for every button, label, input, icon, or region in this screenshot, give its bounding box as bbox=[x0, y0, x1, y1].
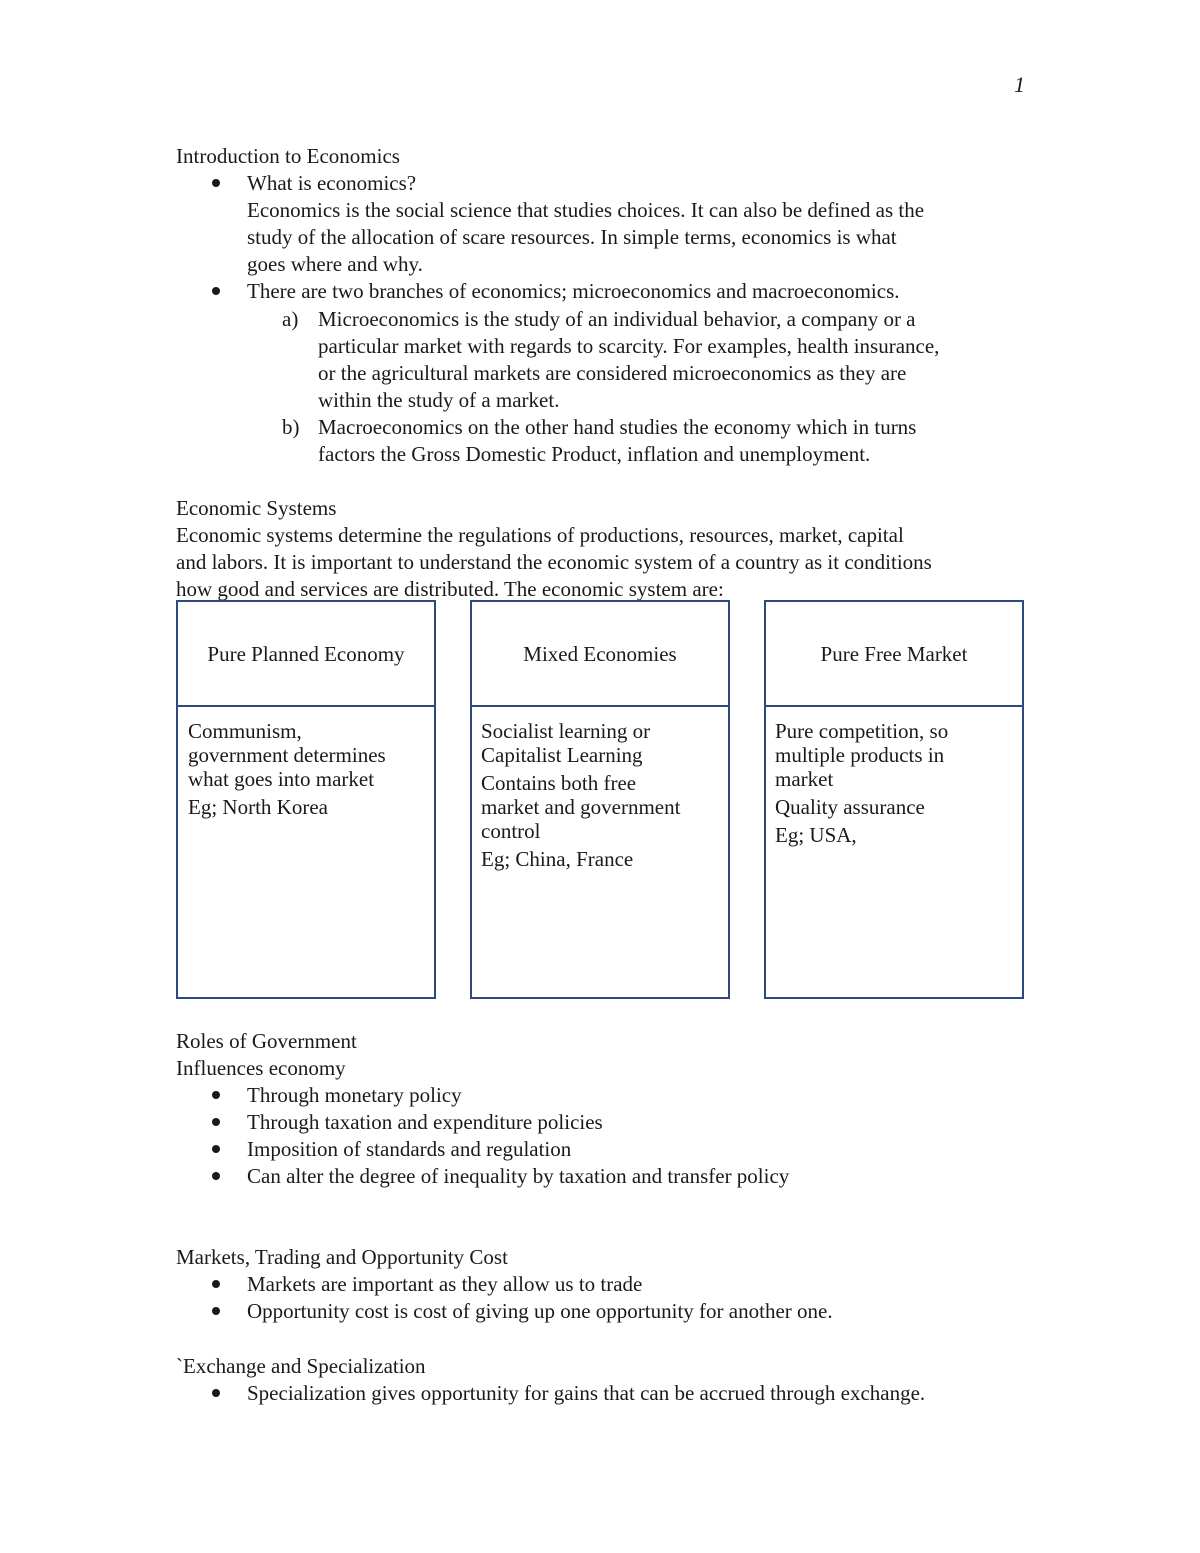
government-subheading: Influences economy bbox=[176, 1056, 346, 1080]
intro-heading: Introduction to Economics bbox=[176, 144, 400, 168]
systems-heading: Economic Systems bbox=[176, 496, 337, 520]
list-item: Opportunity cost is cost of giving up one opportunity for another one. bbox=[247, 1299, 833, 1323]
micro-line: particular market with regards to scarcity. For examples, health insurance, bbox=[318, 334, 940, 358]
system-desc-line: Eg; North Korea bbox=[188, 795, 328, 819]
bullet-icon bbox=[212, 1118, 220, 1126]
intro-question: What is economics? bbox=[247, 171, 417, 195]
list-item: Imposition of standards and regulation bbox=[247, 1137, 572, 1161]
system-desc-line: Communism, bbox=[188, 719, 302, 743]
bullet-icon bbox=[212, 287, 220, 295]
intro-definition-line: Economics is the social science that studies choices. It can also be defined as the bbox=[247, 198, 925, 222]
bullet-icon bbox=[212, 1280, 220, 1288]
bullet-icon bbox=[212, 1389, 220, 1397]
system-desc-line: multiple products in bbox=[775, 743, 945, 767]
micro-line: or the agricultural markets are considered microeconomics as they are bbox=[318, 361, 907, 385]
system-desc-line: government determines bbox=[188, 743, 386, 767]
system-desc-line: control bbox=[481, 819, 541, 843]
system-desc-line: Eg; USA, bbox=[775, 823, 857, 847]
system-title: Pure Free Market bbox=[820, 642, 968, 666]
intro-definition-line: goes where and why. bbox=[247, 252, 423, 276]
systems-text-line: and labors. It is important to understand the economic system of a country as it conditions bbox=[176, 550, 932, 574]
bullet-icon bbox=[212, 1307, 220, 1315]
list-item: Can alter the degree of inequality by taxation and transfer policy bbox=[247, 1164, 790, 1188]
system-desc-line: market and government bbox=[481, 795, 681, 819]
systems-text-line: how good and services are distributed. The economic system are: bbox=[176, 577, 724, 601]
page-number: 1 bbox=[1014, 72, 1025, 97]
list-item: Through taxation and expenditure policies bbox=[247, 1110, 603, 1134]
system-desc-line: Pure competition, so bbox=[775, 719, 949, 743]
bullet-icon bbox=[212, 1172, 220, 1180]
micro-line: within the study of a market. bbox=[318, 388, 560, 412]
intro-branches: There are two branches of economics; microeconomics and macroeconomics. bbox=[247, 279, 900, 303]
bullet-icon bbox=[212, 1145, 220, 1153]
systems-text-line: Economic systems determine the regulations of productions, resources, market, capital bbox=[176, 523, 904, 547]
government-heading: Roles of Government bbox=[176, 1029, 357, 1053]
system-desc-line: Socialist learning or bbox=[481, 719, 651, 743]
list-item: Through monetary policy bbox=[247, 1083, 462, 1107]
macro-line: factors the Gross Domestic Product, inflation and unemployment. bbox=[318, 442, 871, 466]
list-marker-a: a) bbox=[282, 307, 299, 331]
exchange-heading: `Exchange and Specialization bbox=[176, 1354, 426, 1378]
markets-heading: Markets, Trading and Opportunity Cost bbox=[176, 1245, 508, 1269]
system-title: Pure Planned Economy bbox=[207, 642, 405, 666]
system-desc-line: Eg; China, France bbox=[481, 847, 634, 871]
system-desc-line: market bbox=[775, 767, 834, 791]
system-desc-line: Capitalist Learning bbox=[481, 743, 643, 767]
bullet-icon bbox=[212, 1091, 220, 1099]
system-desc-line: Quality assurance bbox=[775, 795, 925, 819]
macro-line: Macroeconomics on the other hand studies the economy which in turns bbox=[318, 415, 917, 439]
system-desc-line: Contains both free bbox=[481, 771, 637, 795]
micro-line: Microeconomics is the study of an individual behavior, a company or a bbox=[318, 307, 916, 331]
list-item: Markets are important as they allow us to trade bbox=[247, 1272, 643, 1296]
list-item: Specialization gives opportunity for gains that can be accrued through exchange. bbox=[247, 1381, 926, 1405]
intro-definition-line: study of the allocation of scare resources. In simple terms, economics is what bbox=[247, 225, 897, 249]
bullet-icon bbox=[212, 179, 220, 187]
list-marker-b: b) bbox=[282, 415, 300, 439]
system-desc-line: what goes into market bbox=[188, 767, 375, 791]
system-title: Mixed Economies bbox=[523, 642, 677, 666]
